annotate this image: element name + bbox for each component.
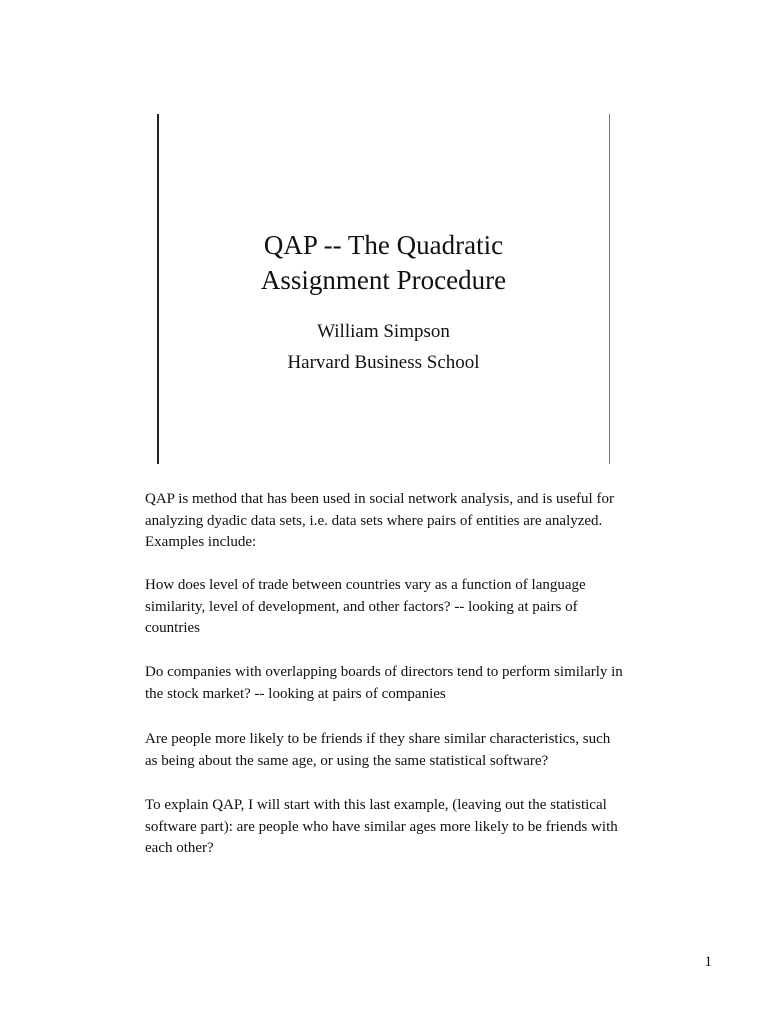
- page-number: 1: [704, 954, 712, 970]
- author-name: William Simpson: [317, 321, 450, 342]
- intro-paragraph: QAP is method that has been used in social network analysis, and is useful for analyzing dyadic data sets, i.e. data sets where pairs of entities are analyzed. Examples include:: [145, 491, 614, 550]
- slide-title-line-2: Assignment Procedure: [260, 265, 507, 295]
- slide-title: [157, 228, 610, 298]
- explanation-paragraph: To explain QAP, I will start with this last example, (leaving out the statistical software part): are people who have similar ages more likely to be friends with each other?: [145, 797, 618, 856]
- author-affiliation: Harvard Business School: [287, 352, 480, 373]
- slide-frame: [157, 114, 610, 464]
- example-friends-paragraph: Are people more likely to be friends if they share similar characteristics, such as being about the same age, or using the same statistical software?: [145, 731, 611, 769]
- example-boards-paragraph: Do companies with overlapping boards of directors tend to perform similarly in the stock market? -- looking at pairs of companies: [145, 664, 623, 702]
- example-trade-paragraph: How does level of trade between countries vary as a function of language similarity, level of development, and other factors? -- looking at pairs of countries: [145, 577, 586, 636]
- slide-byline: [157, 316, 610, 378]
- slide-title-line-1: QAP -- The Quadratic: [263, 230, 504, 260]
